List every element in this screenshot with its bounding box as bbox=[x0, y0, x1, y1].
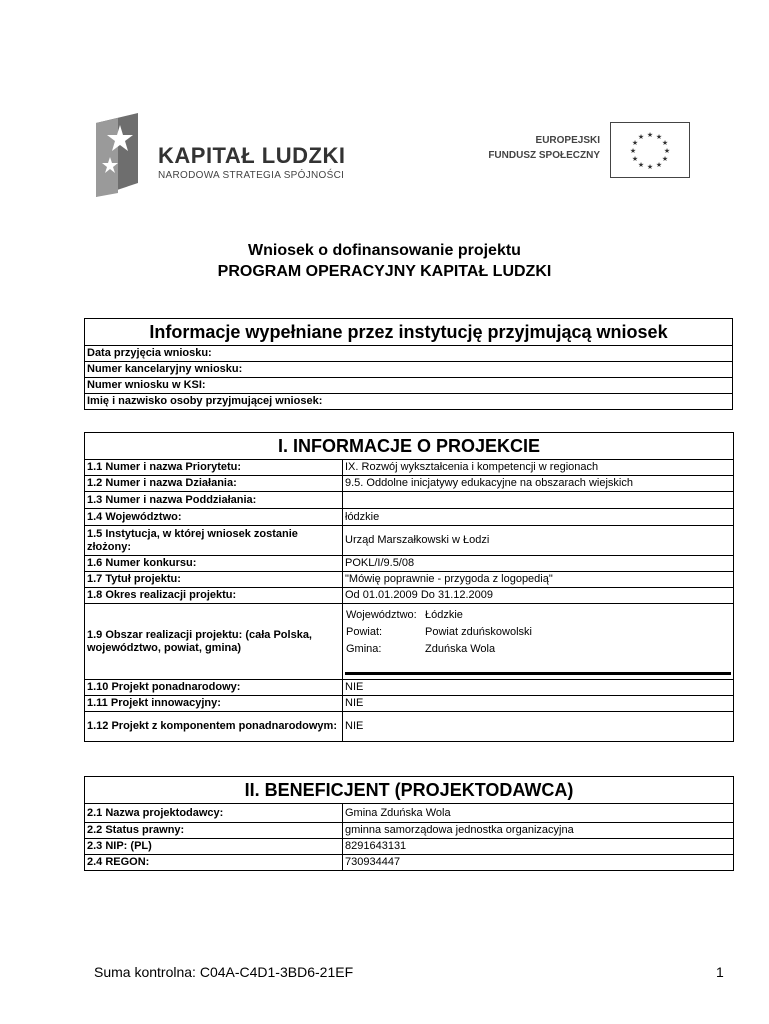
svg-text:★: ★ bbox=[631, 139, 639, 147]
area-key: Gmina: bbox=[346, 643, 382, 655]
svg-text:★: ★ bbox=[661, 139, 669, 147]
divider bbox=[345, 672, 731, 675]
field-value: IX. Rozwój wykształcenia i kompetencji w regionach bbox=[343, 460, 734, 476]
field-label: 1.2 Numer i nazwa Działania: bbox=[85, 476, 343, 492]
field-label: 1.5 Instytucja, w której wniosek zostanie złożony: bbox=[85, 526, 343, 556]
table-row bbox=[85, 526, 734, 556]
table-row bbox=[85, 604, 734, 680]
table-row bbox=[85, 476, 734, 492]
table-row bbox=[85, 804, 734, 823]
area-voivodeship bbox=[345, 607, 731, 624]
field-value: łódzkie bbox=[343, 509, 734, 526]
svg-text:★: ★ bbox=[637, 161, 645, 169]
field-label: 2.1 Nazwa projektodawcy: bbox=[85, 804, 343, 823]
project-table bbox=[84, 432, 734, 742]
svg-text:★: ★ bbox=[637, 133, 645, 141]
institution-heading: Informacje wypełniane przez instytucję przyjmującą wniosek bbox=[85, 319, 733, 346]
field-label: 1.8 Okres realizacji projektu: bbox=[85, 588, 343, 604]
svg-text:★: ★ bbox=[646, 163, 654, 171]
field-value: 8291643131 bbox=[343, 839, 734, 855]
beneficiary-heading: II. BENEFICJENT (PROJEKTODAWCA) bbox=[85, 777, 734, 804]
institution-row-receiver: Imię i nazwisko osoby przyjmującej wniosek: bbox=[85, 394, 733, 410]
svg-text:★: ★ bbox=[631, 155, 639, 163]
field-value: 9.5. Oddolne inicjatywy edukacyjne na obszarach wiejskich bbox=[343, 476, 734, 492]
field-value: POKL/I/9.5/08 bbox=[343, 556, 734, 572]
field-label: 1.7 Tytuł projektu: bbox=[85, 572, 343, 588]
efs-logo bbox=[487, 122, 697, 182]
field-value: Urząd Marszałkowski w Łodzi bbox=[343, 526, 734, 556]
table-row bbox=[85, 680, 734, 696]
area-details bbox=[343, 604, 734, 680]
field-label: 1.3 Numer i nazwa Poddziałania: bbox=[85, 492, 343, 509]
project-heading: I. INFORMACJE O PROJEKCIE bbox=[85, 433, 734, 460]
svg-text:★: ★ bbox=[661, 155, 669, 163]
field-value: NIE bbox=[343, 680, 734, 696]
svg-text:★: ★ bbox=[655, 161, 663, 169]
area-value: Powiat zduńskowolski bbox=[425, 626, 532, 638]
table-row bbox=[85, 839, 734, 855]
table-row bbox=[85, 712, 734, 742]
table-row bbox=[85, 572, 734, 588]
area-key: Województwo: bbox=[346, 609, 417, 621]
field-label: 1.12 Projekt z komponentem ponadnarodowym: bbox=[85, 712, 343, 742]
area-commune bbox=[345, 641, 731, 658]
document-title: Wniosek o dofinansowanie projektu bbox=[248, 242, 521, 259]
field-value: NIE bbox=[343, 712, 734, 742]
institution-row-date: Data przyjęcia wniosku: bbox=[85, 346, 733, 362]
svg-text:★: ★ bbox=[663, 147, 671, 155]
table-row bbox=[85, 823, 734, 839]
area-county bbox=[345, 624, 731, 641]
institution-row-office-number: Numer kancelaryjny wniosku: bbox=[85, 362, 733, 378]
page-number: 1 bbox=[716, 964, 724, 980]
field-label: 2.4 REGON: bbox=[85, 855, 343, 871]
field-label: 2.3 NIP: (PL) bbox=[85, 839, 343, 855]
field-label: 1.11 Projekt innowacyjny: bbox=[85, 696, 343, 712]
field-label: 1.4 Województwo: bbox=[85, 509, 343, 526]
efs-logo-line1: EUROPEJSKI bbox=[535, 135, 600, 146]
svg-text:★: ★ bbox=[629, 147, 637, 155]
field-label: 1.1 Numer i nazwa Priorytetu: bbox=[85, 460, 343, 476]
svg-text:★: ★ bbox=[646, 131, 654, 139]
field-value: Od 01.01.2009 Do 31.12.2009 bbox=[343, 588, 734, 604]
field-label: 1.6 Numer konkursu: bbox=[85, 556, 343, 572]
eu-flag-icon bbox=[610, 122, 690, 178]
table-row bbox=[85, 588, 734, 604]
efs-logo-line2: FUNDUSZ SPOŁECZNY bbox=[488, 150, 600, 161]
field-value: NIE bbox=[343, 696, 734, 712]
kapital-ludzki-logo bbox=[88, 113, 348, 203]
field-value bbox=[343, 492, 734, 509]
area-value: Zduńska Wola bbox=[425, 643, 496, 655]
field-label: 1.9 Obszar realizacji projektu: (cała Polska, województwo, powiat, gmina) bbox=[85, 604, 343, 680]
checksum-footer: Suma kontrolna: C04A-C4D1-3BD6-21EF bbox=[94, 964, 354, 980]
table-row bbox=[85, 460, 734, 476]
field-value: "Mówię poprawnie - przygoda z logopedią" bbox=[343, 572, 734, 588]
svg-text:★: ★ bbox=[655, 133, 663, 141]
kl-logo-subtitle: NARODOWA STRATEGIA SPÓJNOŚCI bbox=[158, 170, 345, 181]
beneficiary-table bbox=[84, 776, 734, 871]
field-label: 2.2 Status prawny: bbox=[85, 823, 343, 839]
kapital-ludzki-star-icon bbox=[88, 113, 148, 201]
field-value: gminna samorządowa jednostka organizacyjna bbox=[343, 823, 734, 839]
table-row bbox=[85, 855, 734, 871]
table-row bbox=[85, 509, 734, 526]
table-row bbox=[85, 556, 734, 572]
field-value: 730934447 bbox=[343, 855, 734, 871]
program-title: PROGRAM OPERACYJNY KAPITAŁ LUDZKI bbox=[217, 263, 552, 280]
field-value: Gmina Zduńska Wola bbox=[343, 804, 734, 823]
table-row bbox=[85, 492, 734, 509]
institution-table bbox=[84, 318, 733, 410]
area-value: Łódzkie bbox=[425, 609, 463, 621]
kl-logo-name: KAPITAŁ LUDZKI bbox=[158, 143, 346, 168]
field-label: 1.10 Projekt ponadnarodowy: bbox=[85, 680, 343, 696]
institution-row-ksi-number: Numer wniosku w KSI: bbox=[85, 378, 733, 394]
area-key: Powiat: bbox=[346, 626, 383, 638]
table-row bbox=[85, 696, 734, 712]
